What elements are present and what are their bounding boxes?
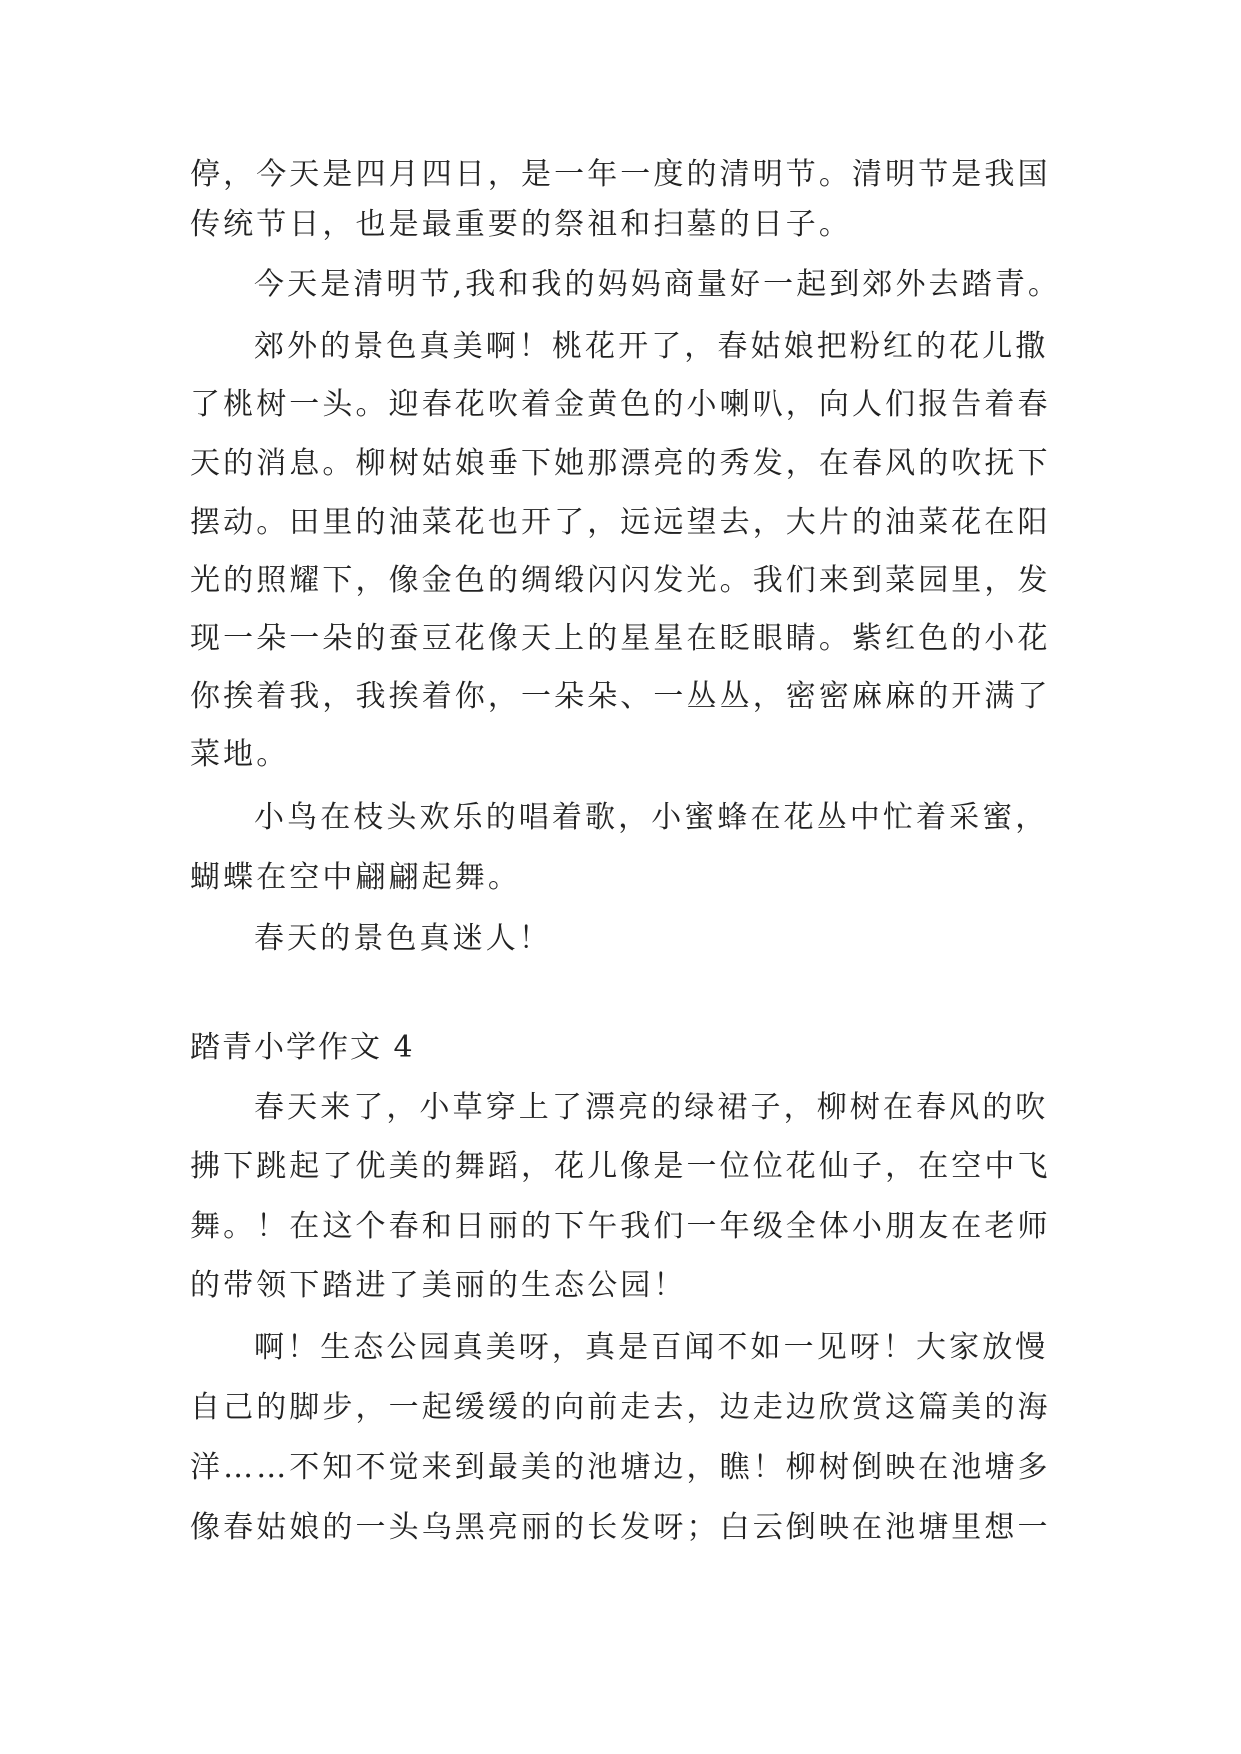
text-line: 摆动。田里的油菜花也开了，远远望去，大片的油菜花在阳 [190, 505, 1051, 540]
text-line: 拂下跳起了优美的舞蹈，花儿像是一位位花仙子，在空中飞 [190, 1149, 1051, 1184]
text-line: 停，今天是四月四日，是一年一度的清明节。清明节是我国 [190, 157, 1051, 192]
paragraph-first-line: 春天的景色真迷人！ [254, 921, 552, 956]
section-heading: 踏青小学作文 4 [190, 1030, 415, 1065]
text-line: 自己的脚步，一起缓缓的向前走去，边走边欣赏这篇美的海 [190, 1390, 1051, 1425]
paragraph-first-line: 今天是清明节,我和我的妈妈商量好一起到郊外去踏青。 [254, 267, 1062, 302]
text-line: 洋……不知不觉来到最美的池塘边，瞧！柳树倒映在池塘多 [190, 1450, 1051, 1485]
text-line: 菜地。 [190, 737, 290, 772]
text-line: 了桃树一头。迎春花吹着金黄色的小喇叭，向人们报告着春 [190, 387, 1051, 422]
text-line: 像春姑娘的一头乌黑亮丽的长发呀；白云倒映在池塘里想一 [190, 1510, 1051, 1545]
paragraph-first-line: 郊外的景色真美啊！桃花开了，春姑娘把粉红的花儿撒 [254, 329, 1049, 364]
text-line: 现一朵一朵的蚕豆花像天上的星星在眨眼睛。紫红色的小花 [190, 621, 1051, 656]
text-line: 传统节日，也是最重要的祭祖和扫墓的日子。 [190, 207, 852, 242]
text-line: 光的照耀下，像金色的绸缎闪闪发光。我们来到菜园里，发 [190, 563, 1051, 598]
paragraph-first-line: 春天来了，小草穿上了漂亮的绿裙子，柳树在春风的吹 [254, 1090, 1049, 1125]
text-line: 你挨着我，我挨着你，一朵朵、一丛丛，密密麻麻的开满了 [190, 679, 1051, 714]
text-line: 舞。！在这个春和日丽的下午我们一年级全体小朋友在老师 [190, 1209, 1051, 1244]
text-line: 蝴蝶在空中翩翩起舞。 [190, 860, 521, 895]
paragraph-first-line: 啊！生态公园真美呀，真是百闻不如一见呀！大家放慢 [254, 1330, 1049, 1365]
text-line: 天的消息。柳树姑娘垂下她那漂亮的秀发，在春风的吹抚下 [190, 446, 1051, 481]
text-line: 的带领下踏进了美丽的生态公园！ [190, 1268, 687, 1303]
paragraph-first-line: 小鸟在枝头欢乐的唱着歌，小蜜蜂在花丛中忙着采蜜， [254, 800, 1049, 835]
